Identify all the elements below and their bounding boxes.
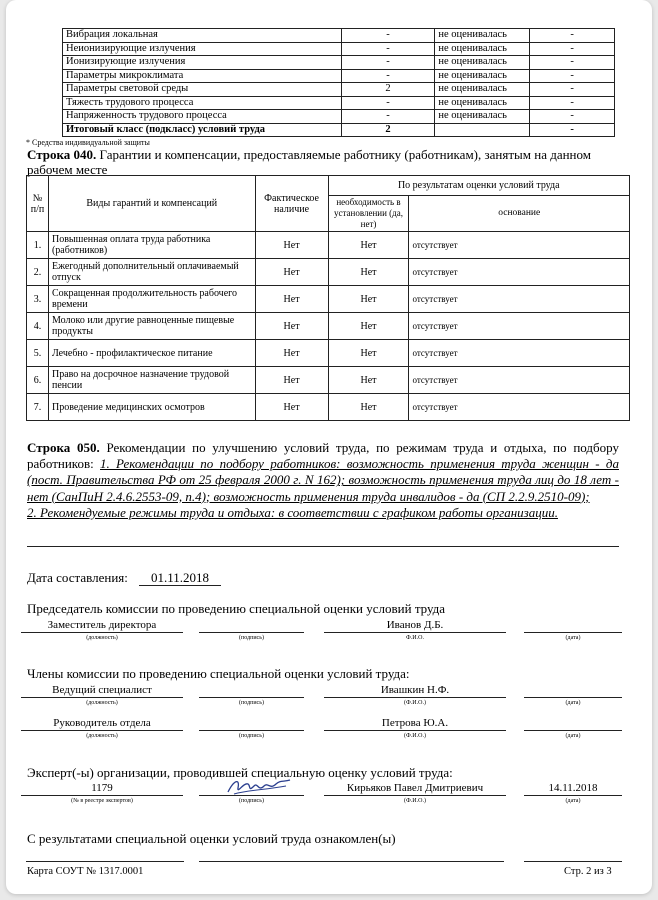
- guarantee-kind: Право на досрочное назначение трудовой пенсии: [48, 367, 255, 394]
- member-1-line-4: [524, 697, 622, 698]
- caption-date: (дата): [565, 635, 581, 641]
- factor-status: [435, 123, 530, 137]
- member-1-line-3: [324, 697, 506, 698]
- factor-name: Неионизирующие излучения: [63, 42, 342, 56]
- guarantee-need: Нет: [328, 394, 409, 421]
- guarantee-row: [27, 286, 630, 313]
- guarantee-fact: Нет: [255, 286, 328, 313]
- section-040-heading: [27, 147, 627, 177]
- guarantee-kind: Ежегодный дополнительный оплачиваемый отпуск: [48, 259, 255, 286]
- caption-signature: (подпись): [239, 700, 264, 706]
- factor-status: не оценивалась: [435, 96, 530, 110]
- guarantee-kind: Повышенная оплата труда работника (работников): [48, 232, 255, 259]
- factor-dash: -: [530, 123, 615, 137]
- guarantee-fact: Нет: [255, 394, 328, 421]
- factor-status: не оценивалась: [435, 110, 530, 124]
- factor-class: -: [341, 42, 435, 56]
- guarantee-basis: отсутствует: [409, 340, 630, 367]
- caption-date: (дата): [565, 798, 581, 804]
- guarantee-basis: отсутствует: [409, 232, 630, 259]
- factor-status: не оценивалась: [435, 56, 530, 70]
- expert-heading: Эксперт(-ы) организации, проводившей специальную оценку условий труда:: [27, 765, 453, 780]
- footer-card-number: Карта СОУТ № 1317.0001: [27, 866, 144, 877]
- guarantee-row: [27, 367, 630, 394]
- factor-status: не оценивалась: [435, 29, 530, 43]
- section-050: [27, 440, 619, 521]
- chairman-line-3: [324, 632, 506, 633]
- factor-classes-table: [62, 28, 615, 137]
- factor-class: -: [341, 69, 435, 83]
- factor-class: -: [341, 29, 435, 43]
- guarantee-row: [27, 259, 630, 286]
- guarantee-fact: Нет: [255, 232, 328, 259]
- factor-row: [63, 42, 615, 56]
- caption-position: (должность): [86, 635, 118, 641]
- expert-reg-number: 1179: [91, 782, 113, 794]
- expert-line-3: [324, 795, 506, 796]
- caption-position: (должность): [86, 700, 118, 706]
- member-1-name: Ивашкин Н.Ф.: [380, 684, 450, 696]
- chairman-name: Иванов Д.Б.: [386, 619, 444, 631]
- factor-name: Вибрация локальная: [63, 29, 342, 43]
- factor-row: [63, 56, 615, 70]
- col-num-header: № п/п: [27, 176, 49, 232]
- factor-class: -: [341, 56, 435, 70]
- guarantee-row: [27, 313, 630, 340]
- chairman-heading: Председатель комиссии по проведению специальной оценки условий труда: [27, 601, 446, 616]
- expert-line-4: [524, 795, 622, 796]
- guarantee-kind: Молоко или другие равноценные пищевые продукты: [48, 313, 255, 340]
- caption-signature: (подпись): [239, 635, 264, 641]
- factor-status: не оценивалась: [435, 42, 530, 56]
- member-2-name: Петрова Ю.А.: [381, 717, 449, 729]
- factor-row: [63, 69, 615, 83]
- col-need-header: необходимость в установлении (да, нет): [328, 196, 409, 232]
- factor-row: [63, 110, 615, 124]
- expert-name: Кирьяков Павел Дмитриевич: [346, 782, 484, 794]
- ack-line-2: [199, 861, 504, 862]
- compiled-label: Дата составления:: [27, 570, 128, 585]
- ppe-footnote: * Средства индивидуальной защиты: [26, 138, 150, 147]
- col-kind-header: Виды гарантий и компенсаций: [48, 176, 255, 232]
- guarantee-kind: Сокращенная продолжительность рабочего времени: [48, 286, 255, 313]
- guarantee-num: 5.: [27, 340, 49, 367]
- expert-line-2: [199, 795, 304, 796]
- guarantee-num: 2.: [27, 259, 49, 286]
- factor-status: не оценивалась: [435, 69, 530, 83]
- section-040-label: Строка 040.: [27, 147, 97, 162]
- members-heading: Члены комиссии по проведению специальной оценки условий труда:: [27, 666, 410, 681]
- guarantee-need: Нет: [328, 259, 409, 286]
- guarantee-row: [27, 232, 630, 259]
- guarantee-num: 3.: [27, 286, 49, 313]
- factor-dash: -: [530, 96, 615, 110]
- member-1-line-2: [199, 697, 304, 698]
- factor-row: [63, 96, 615, 110]
- total-class-row: [63, 123, 615, 137]
- guarantee-basis: отсутствует: [409, 394, 630, 421]
- guarantee-need: Нет: [328, 313, 409, 340]
- member-2-position: Руководитель отдела: [53, 717, 151, 729]
- guarantee-need: Нет: [328, 367, 409, 394]
- member-2-line-4: [524, 730, 622, 731]
- member-2-line-1: [21, 730, 183, 731]
- ack-line-3: [524, 861, 622, 862]
- expert-line-1: [21, 795, 183, 796]
- factor-name: Параметры микроклимата: [63, 69, 342, 83]
- guarantee-row: [27, 394, 630, 421]
- guarantee-num: 6.: [27, 367, 49, 394]
- guarantee-num: 7.: [27, 394, 49, 421]
- chairman-line-4: [524, 632, 622, 633]
- section-050-label: Строка 050.: [27, 440, 100, 455]
- caption-fio: (Ф.И.О.): [404, 700, 426, 706]
- factor-name: Тяжесть трудового процесса: [63, 96, 342, 110]
- caption-position: (должность): [86, 733, 118, 739]
- member-1-position: Ведущий специалист: [52, 684, 152, 696]
- guarantee-fact: Нет: [255, 313, 328, 340]
- guarantee-kind: Лечебно - профилактическое питание: [48, 340, 255, 367]
- factor-name: Параметры световой среды: [63, 83, 342, 97]
- caption-fio: Ф.И.О.: [406, 635, 424, 641]
- guarantee-num: 1.: [27, 232, 49, 259]
- guarantee-kind: Проведение медицинских осмотров: [48, 394, 255, 421]
- expert-date: 14.11.2018: [548, 782, 598, 794]
- guarantee-basis: отсутствует: [409, 367, 630, 394]
- footer-page-number: Стр. 2 из 3: [564, 866, 612, 877]
- factor-dash: -: [530, 42, 615, 56]
- guarantee-need: Нет: [328, 232, 409, 259]
- factor-dash: -: [530, 110, 615, 124]
- section-040-text: Гарантии и компенсации, предоставляемые работнику (работникам), занятым на данном рабочем месте: [27, 147, 591, 177]
- caption-date: (дата): [565, 733, 581, 739]
- factor-name: Напряженность трудового процесса: [63, 110, 342, 124]
- chairman-position: Заместитель директора: [47, 619, 157, 631]
- guarantee-basis: отсутствует: [409, 313, 630, 340]
- factor-row: [63, 29, 615, 43]
- col-fact-header: Фактическое наличие: [255, 176, 328, 232]
- factor-row: [63, 83, 615, 97]
- member-2-line-3: [324, 730, 506, 731]
- member-1-line-1: [21, 697, 183, 698]
- expert-signature-image: [224, 774, 294, 800]
- factor-dash: -: [530, 29, 615, 43]
- factor-class: 2: [341, 123, 435, 137]
- chairman-line-1: [21, 632, 183, 633]
- section-050-text: Рекомендации по улучшению условий труда, по режимам труда и отдыха, по подбору работников:: [27, 440, 619, 472]
- guarantees-table: [26, 175, 630, 421]
- factor-name: Итоговый класс (подкласс) условий труда: [63, 123, 342, 137]
- caption-signature: (подпись): [239, 798, 264, 804]
- guarantee-fact: Нет: [255, 259, 328, 286]
- guarantee-row: [27, 340, 630, 367]
- factor-dash: -: [530, 56, 615, 70]
- col-group-header: По результатам оценки условий труда: [328, 176, 629, 196]
- factor-class: -: [341, 96, 435, 110]
- caption-fio: (Ф.И.О.): [404, 733, 426, 739]
- compiled-date-line: [139, 585, 221, 586]
- recommendation-1: 1. Рекомендации по подбору работников: возможность применения труда женщин - да (пост. Правительства РФ от 25 февраля 2000 г. N 162); возможность применения труда лиц до 18 лет - нет (СанПиН 2.4.6.2553-09, п.4); возможность применения труда инвалидов - да (СП 2.2.9.2510-09);: [27, 456, 619, 504]
- caption-fio: (Ф.И.О.): [404, 798, 426, 804]
- factor-dash: -: [530, 69, 615, 83]
- guarantee-need: Нет: [328, 286, 409, 313]
- caption-signature: (подпись): [239, 733, 264, 739]
- factor-dash: -: [530, 83, 615, 97]
- caption-registry: (№ в реестре экспертов): [71, 798, 133, 804]
- guarantee-fact: Нет: [255, 340, 328, 367]
- recommendation-2: 2. Рекомендуемые режимы труда и отдыха: в соответствии с графиком работы организации.: [27, 504, 558, 520]
- member-2-line-2: [199, 730, 304, 731]
- document-page: [6, 0, 652, 894]
- caption-date: (дата): [565, 700, 581, 706]
- acquainted-heading: С результатами специальной оценки условий труда ознакомлен(ы): [27, 831, 396, 846]
- col-basis-header: основание: [409, 196, 630, 232]
- guarantee-basis: отсутствует: [409, 259, 630, 286]
- ack-line-1: [26, 861, 184, 862]
- compiled-date: 01.11.2018: [150, 570, 210, 585]
- factor-name: Ионизирующие излучения: [63, 56, 342, 70]
- factor-status: не оценивалась: [435, 83, 530, 97]
- rec-blank-line: [27, 546, 619, 547]
- guarantee-need: Нет: [328, 340, 409, 367]
- guarantee-num: 4.: [27, 313, 49, 340]
- guarantee-basis: отсутствует: [409, 286, 630, 313]
- factor-class: -: [341, 110, 435, 124]
- factor-class: 2: [341, 83, 435, 97]
- chairman-line-2: [199, 632, 304, 633]
- guarantee-fact: Нет: [255, 367, 328, 394]
